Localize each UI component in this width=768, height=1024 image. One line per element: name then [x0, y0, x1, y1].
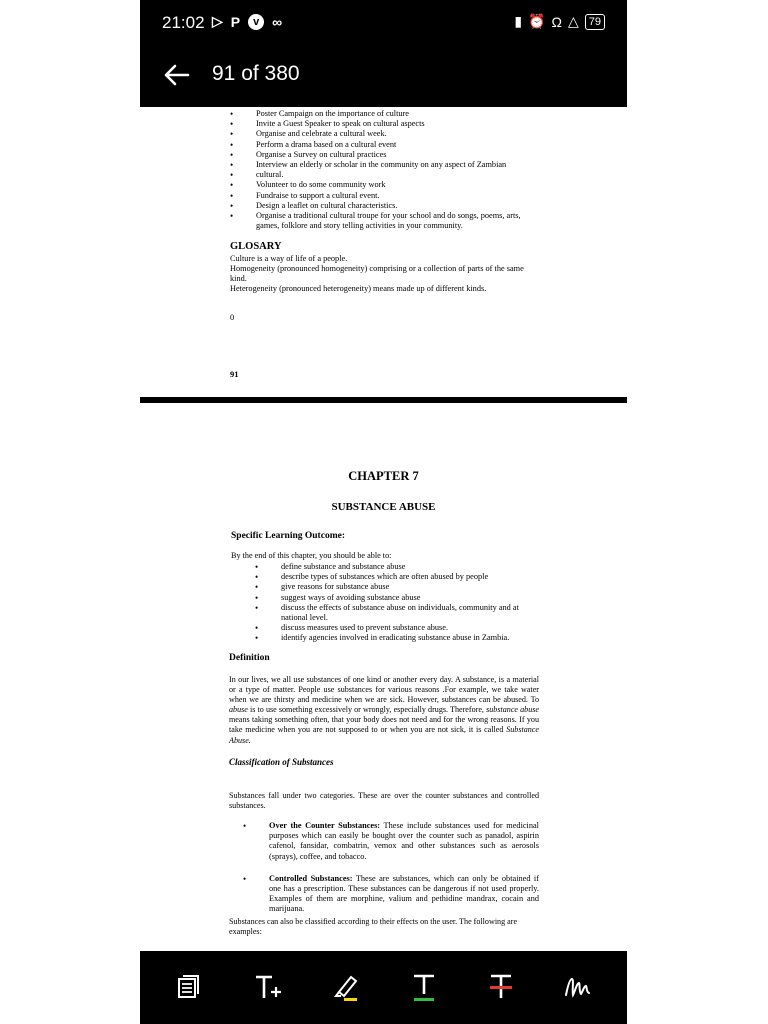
definition-heading: Definition — [229, 653, 270, 663]
otc-label: Over the Counter Substances: — [269, 821, 381, 830]
list-item: • give reasons for substance abuse — [255, 582, 535, 592]
list-item — [243, 821, 539, 862]
status-time: 21:02 — [162, 13, 205, 32]
annotation-toolbar — [140, 951, 627, 1024]
list-item — [243, 874, 539, 915]
glossary-heading: GLOSARY — [230, 241, 282, 252]
infinity-icon: ∞ — [272, 13, 283, 30]
list-item: • Fundraise to support a cultural event. — [230, 191, 540, 201]
status-right-icons — [514, 13, 605, 30]
otc-text: These include substances used for medicinal purposes which can easily be bought over the counter such as panadol, aspirin cafenol, fansidar, combatrin, vemox and other substances such as aerosols (sprays), coffee, and tobacco. — [269, 821, 539, 861]
play-icon: ▷ — [212, 13, 223, 29]
page-counter: 91 of 380 — [212, 62, 300, 85]
list-item: • Design a leaflet on cultural characteristics. — [230, 201, 540, 211]
outcome-intro: By the end of this chapter, you should be able to: — [231, 551, 392, 560]
list-item: • Organise and celebrate a cultural week. — [230, 129, 540, 139]
glossary-line: Heterogeneity (pronounced heterogeneity) means made up of different kinds. — [230, 284, 487, 293]
list-item: • Interview an elderly or scholar in the community on any aspect of Zambian — [230, 160, 540, 170]
status-left-icons — [212, 13, 282, 30]
text-span: In our lives, we all use substances of one kind or another every day. A substance, is a material or a type of matter. People use substances for various reasons .For example, we take water when we are thirsty and medicine when we are sick. However, substances can be abused. To — [229, 675, 539, 705]
list-item: • suggest ways of avoiding substance abuse — [255, 593, 535, 603]
activities-list — [230, 109, 540, 231]
signature-icon[interactable] — [562, 971, 594, 1003]
classification-intro: Substances fall under two categories. These are over the counter substances and controlled substances. — [229, 791, 539, 811]
highlight-color-bar — [344, 998, 357, 1001]
glossary-text — [230, 254, 535, 294]
term-abuse: abuse — [229, 705, 248, 715]
definition-paragraph — [229, 675, 539, 746]
list-item: • Invite a Guest Speaker to speak on cultural aspects — [230, 119, 540, 129]
controlled-text: These are substances, which can only be obtained if one has a prescription. These substances can be dangerous if not used properly. Examples of them are morphine, valium and pethidine mandrax, cocain and marijuana. — [269, 873, 540, 914]
strike-color-bar — [490, 986, 512, 989]
chapter-heading: CHAPTER 7 — [348, 469, 419, 483]
flask-icon: △ — [567, 13, 579, 29]
parking-p-icon: P — [230, 13, 241, 30]
headphones-icon: Ω — [551, 13, 562, 30]
pdf-page-92 — [140, 403, 627, 951]
list-item: • Volunteer to do some community work — [230, 180, 540, 190]
page-list-icon[interactable] — [172, 971, 204, 1003]
term-substance-abuse-end: Substance Abuse. — [229, 725, 539, 745]
strikethrough-icon[interactable] — [485, 971, 517, 1003]
term-substance-abuse: substance abuse — [486, 705, 539, 715]
v-app-icon: v — [248, 14, 264, 30]
text-span: means taking something often, that your body does not need and for the wrong reasons. If you take medicine when you are not supposed to or when you are not sick, it is called — [229, 715, 539, 735]
underline-icon[interactable] — [408, 971, 440, 1003]
list-item: • identify agencies involved in eradicating substance abuse in Zambia. — [255, 633, 535, 643]
battery-indicator: 79 — [585, 14, 605, 30]
glossary-line: Homogeneity (pronounced homogeneity) comprising or a collection of parts of the same kind. — [230, 264, 524, 283]
list-item: • Organise a Survey on cultural practices — [230, 150, 540, 160]
add-text-icon[interactable] — [252, 971, 284, 1003]
text-span: is to use something excessively or wrongly, especially drugs. Therefore, — [247, 705, 487, 715]
chapter-title: SUBSTANCE ABUSE — [331, 501, 436, 513]
outcomes-list — [255, 562, 535, 644]
controlled-label: Controlled Substances: — [269, 873, 353, 883]
outcome-heading: Specific Learning Outcome: — [231, 531, 345, 541]
page-number: 91 — [230, 369, 239, 379]
classification-heading: Classification of Substances — [229, 757, 334, 767]
vibrate-icon: ▮ — [514, 13, 523, 29]
stray-zero: 0 — [230, 312, 235, 322]
arrow-left-icon[interactable] — [162, 60, 192, 90]
list-item: • Perform a drama based on a cultural event — [230, 140, 540, 150]
list-item: • cultural. — [230, 170, 540, 180]
alarm-icon: ⏰ — [528, 13, 546, 29]
list-item: • describe types of substances which are often abused by people — [255, 572, 535, 582]
list-item: • discuss the effects of substance abuse on individuals, community and at national level. — [255, 603, 535, 623]
pdf-viewer-screen — [140, 0, 627, 1024]
pdf-page-91 — [140, 107, 627, 397]
underline-color-bar — [414, 998, 434, 1001]
list-item: • Poster Campaign on the importance of culture — [230, 109, 540, 119]
list-item: • discuss measures used to prevent substance abuse. — [255, 623, 535, 633]
top-toolbar — [140, 46, 627, 107]
classification-list — [243, 821, 539, 927]
glossary-line: Culture is a way of life of a people. — [230, 254, 348, 263]
list-item: • Organise a traditional cultural troupe for your school and do songs, poems, arts, games, folklore and story telling activities in your community. — [230, 211, 540, 231]
highlight-icon[interactable] — [330, 971, 362, 1003]
also-classified-text: Substances can also be classified according to their effects on the user. The following are examples: — [229, 917, 518, 937]
status-bar — [140, 0, 627, 46]
list-item: • define substance and substance abuse — [255, 562, 535, 572]
